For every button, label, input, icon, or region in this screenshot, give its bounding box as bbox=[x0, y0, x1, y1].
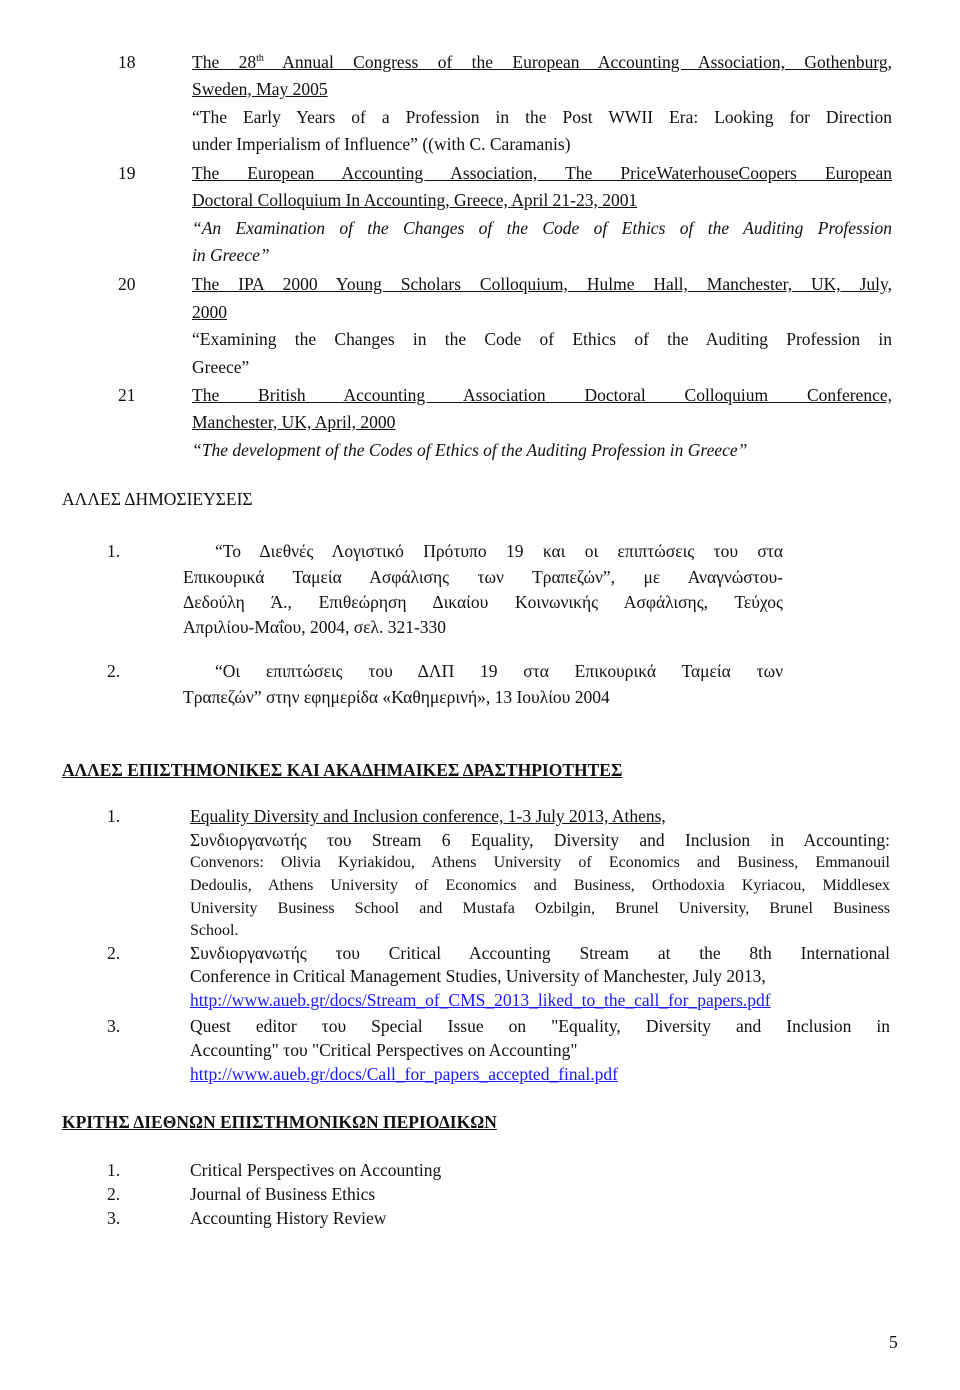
activity-text: Quest editor του Special Issue on "Equality, Diversity and Inclusion in bbox=[190, 1016, 890, 1036]
activity-number: 2. bbox=[107, 943, 121, 963]
activity-text: Συνδιοργανωτής του Stream 6 Equality, Diversity and Inclusion in Accounting: bbox=[190, 830, 890, 850]
activity-text: Συνδιοργανωτής του Critical Accounting Stream at the 8th International bbox=[190, 943, 890, 963]
paper-title-cont: in Greece” bbox=[192, 245, 270, 265]
publication-number: 2. bbox=[107, 661, 121, 681]
paper-title-cont: under Imperialism of Influence” ((with C. Caramanis) bbox=[192, 134, 571, 154]
activity-link-wrap bbox=[190, 1063, 618, 1085]
conference-title-cont: Doctoral Colloquium In Accounting, Greece, April 21-23, 2001 bbox=[192, 190, 638, 210]
paper-title: “The Early Years of a Profession in the Post WWII Era: Looking for Direction bbox=[192, 107, 892, 127]
paper-title: “The development of the Codes of Ethics of the Auditing Profession in Greece” bbox=[192, 440, 748, 460]
publication-text-cont: Απριλίου-Μαΐου, 2004, σελ. 321-330 bbox=[183, 617, 447, 637]
conference-title: The 28th Annual Congress of the European Accounting Association, Gothenburg, bbox=[192, 52, 892, 72]
conference-number: 20 bbox=[118, 274, 136, 294]
activity-number: 1. bbox=[107, 806, 121, 826]
conference-title: The European Accounting Association, The PriceWaterhouseCoopers European bbox=[192, 163, 892, 183]
activity-text-cont: Convenors: Olivia Kyriakidou, Athens University of Economics and Business, Emmanouil bbox=[190, 854, 890, 871]
call-for-papers-link[interactable]: http://www.aueb.gr/docs/Call_for_papers_accepted_final.pdf bbox=[190, 1064, 618, 1084]
stream-cms-link[interactable]: http://www.aueb.gr/docs/Stream_of_CMS_2013_liked_to_the_call_for_papers.pdf bbox=[190, 990, 771, 1010]
activity-link-wrap bbox=[190, 989, 771, 1011]
activity-text-cont: School. bbox=[190, 922, 239, 939]
activity-text-cont: Dedoulis, Athens University of Economics and Business, Orthodoxia Kyriacou, Middlesex bbox=[190, 877, 890, 894]
journal-name: Accounting History Review bbox=[190, 1208, 387, 1228]
journal-name: Journal of Business Ethics bbox=[190, 1184, 376, 1204]
activity-title: Equality Diversity and Inclusion conference, 1-3 July 2013, Athens, bbox=[190, 806, 666, 826]
conference-title: The British Accounting Association Doctoral Colloquium Conference, bbox=[192, 385, 892, 405]
conference-title-cont: Sweden, May 2005 bbox=[192, 79, 328, 99]
journal-number: 1. bbox=[107, 1160, 121, 1180]
publication-text-cont: Δεδούλη Ά., Επιθεώρηση Δικαίου Κοινωνικής Ασφάλισης, Τεύχος bbox=[183, 592, 783, 612]
publication-text-cont: Επικουρικά Ταμεία Ασφάλισης των Τραπεζών”, με Αναγνώστου- bbox=[183, 567, 783, 587]
section-heading-reviewer: ΚΡΙΤΗΣ ΔΙΕΘΝΩΝ ΕΠΙΣΤΗΜΟΝΙΚΩΝ ΠΕΡΙΟΔΙΚΩΝ bbox=[62, 1112, 497, 1132]
activity-text-cont: Conference in Critical Management Studies, University of Manchester, July 2013, bbox=[190, 966, 766, 986]
activity-text-cont: University Business School and Mustafa Ozbilgin, Brunel University, Brunel Business bbox=[190, 900, 890, 917]
journal-name: Critical Perspectives on Accounting bbox=[190, 1160, 442, 1180]
paper-title: “An Examination of the Changes of the Code of Ethics of the Auditing Profession bbox=[192, 218, 892, 238]
publication-text: “Το Διεθνές Λογιστικό Πρότυπο 19 και οι επιπτώσεις του στα bbox=[215, 541, 783, 561]
publication-text-cont: Τραπεζών” στην εφημερίδα «Καθημερινή», 13 Ιουλίου 2004 bbox=[183, 687, 610, 707]
publication-text: “Οι επιπτώσεις του ΔΛΠ 19 στα Επικουρικά Ταμεία των bbox=[215, 661, 783, 681]
activity-number: 3. bbox=[107, 1016, 121, 1036]
conference-title-cont: 2000 bbox=[192, 302, 227, 322]
conference-title: The IPA 2000 Young Scholars Colloquium, Hulme Hall, Manchester, UK, July, bbox=[192, 274, 892, 294]
conference-number: 21 bbox=[118, 385, 136, 405]
publication-number: 1. bbox=[107, 541, 121, 561]
journal-number: 2. bbox=[107, 1184, 121, 1204]
conference-number: 19 bbox=[118, 163, 136, 183]
section-heading-other-publications: ΑΛΛΕΣ ΔΗΜΟΣΙΕΥΣΕΙΣ bbox=[62, 489, 253, 509]
paper-title-cont: Greece” bbox=[192, 357, 250, 377]
activity-text-cont: Accounting" του "Critical Perspectives on Accounting" bbox=[190, 1040, 578, 1060]
section-heading-other-activities: ΑΛΛΕΣ ΕΠΙΣΤΗΜΟΝΙΚΕΣ ΚΑΙ ΑΚΑΔΗΜΑΙΚΕΣ ΔΡΑΣΤΗΡΙΟΤΗΤΕΣ bbox=[62, 760, 623, 780]
conference-title-cont: Manchester, UK, April, 2000 bbox=[192, 412, 396, 432]
conference-number: 18 bbox=[118, 52, 136, 72]
page-number: 5 bbox=[889, 1332, 898, 1352]
journal-number: 3. bbox=[107, 1208, 121, 1228]
paper-title: “Examining the Changes in the Code of Ethics of the Auditing Profession in bbox=[192, 329, 892, 349]
